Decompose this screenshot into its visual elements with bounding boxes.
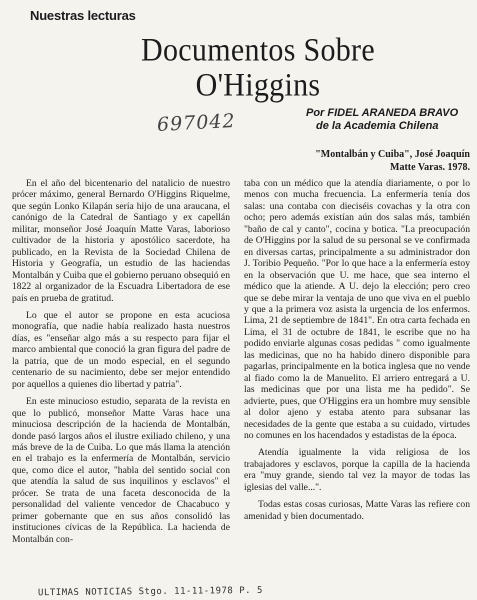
title-line-2: O'Higgins: [195, 67, 321, 104]
handwritten-catalog-number: 697042: [156, 109, 237, 137]
right-paragraph-1: taba con un médico que la atendía diariamente, o por lo menos con mucha frecuencia. La enfermería tenía dos salas: una contaba con dieciséis covachas y la otra con ocho; pero además existían aún dos salas más, también "baño de cal y canto", cocina y botica. "La preocupación de O'Higgins por la salud de su personal se ve confirmada en diversas cartas, principalmente a su administrador don J. Toribio Pequeño. "Por lo que hace a la enfermería estoy en la observación que U. me hace, que sea interno el médico que la atiende. A U. dejo la elección; pero creo que se debe mirar la ventaja de uno que viva en el pueblo y que a la primera voz asista la urgencia de los enfermos. Lima, 21 de septiembre de 1841". En otra carta fechada en Lima, el 31 de octubre de 1841, le escribe que no ha podido enviarle algunas cosas pedidas " como igualmente las medicinas, que no ha habido dinero disponible para pagarlas, principalmente en la botica inglesa que no vende al fiado como la de Manuelito. El arriero entregará a U. las medicinas que por una lista me ha pedido". Se advierte, pues, que O'Higgins era un hombre muy sensible al dolor ajeno y estaba atento para subsanar las necesidades de la gente que estaba a su cuidado, virtudes no comunes en los hacendados y estadistas de la época.: [244, 178, 470, 441]
left-column: [12, 178, 230, 590]
byline: [306, 107, 476, 133]
byline-author: Por FIDEL ARANEDA BRAVO: [306, 107, 459, 119]
right-paragraph-3: Todas estas cosas curiosas, Matte Varas las refiere con amenidad y bien documentado.: [244, 499, 470, 522]
left-paragraph-3: En este minucioso estudio, separata de la revista en que lo publicó, monseñor Matte Varas hace una minuciosa descripción de la hacienda de Montalbán, donde pasó largos años el ilustre exiliado chileno, y una más breve de la de Cuiba. Lo que más llama la atención en el trabajo es la enfermería de Montalbán, servicio que, como dice el autor, "habla del sentido social con que atendía la salud de sus inquilinos y esclavos" el prócer. Se trata de una faceta desconocida de la personalidad del valiente vencedor de Chacabuco y primer gobernante que en sus años consolidó las instituciones cívicas de la República. La hacienda de Montalbán con-: [12, 396, 230, 545]
article-title: [108, 33, 408, 103]
source-stamp: ULTIMAS NOTICIAS Stgo. 11-11-1978 P. 5: [37, 585, 263, 599]
section-label: Nuestras lecturas: [30, 8, 136, 23]
reviewed-work-title: "Montalbán y Cuiba", José Joaquín Matte Varas. 1978.: [315, 149, 470, 173]
right-paragraph-2: Atendía igualmente la vida religiosa de los trabajadores y esclavos, porque la capilla de la hacienda era "muy grande, siendo tal vez la mayor de todas las iglesias del valle...".: [244, 447, 470, 493]
left-paragraph-1: En el año del bicentenario del natalicio de nuestro prócer máximo, general Bernardo O'Higgins Riquelme, que según Lonko Kilapán sería hijo de una araucana, el canónigo de la Catedral de Santiago y ex capellán militar, monseñor José Joaquín Matte Varas, laborioso cultivador de la historia y apostólico sacerdote, ha publicado, en la Revista de la Sociedad Chilena de Historia y Geografía, un estudio de las haciendas Montalbán y Cuiba que el gobierno peruano obsequió en 1822 al organizador de la Escuadra Libertadora de ese país en prueba de gratitud.: [12, 178, 230, 304]
right-column: [244, 178, 470, 590]
title-line-1: Documentos Sobre: [141, 31, 375, 69]
byline-affiliation: de la Academia Chilena: [316, 120, 439, 132]
left-paragraph-2: Lo que el autor se propone en esta acuciosa monografía, que nadie había realizado hasta nuestros días, es "enseñar algo más a su respecto para fijar el marco ambiental que conoció la gran figura del padre de la patria, que de un modo especial, en el segundo centenario de su nacimiento, debe ser mejor entendido por aquellos a quienes dio libertad y patria".: [12, 309, 230, 390]
